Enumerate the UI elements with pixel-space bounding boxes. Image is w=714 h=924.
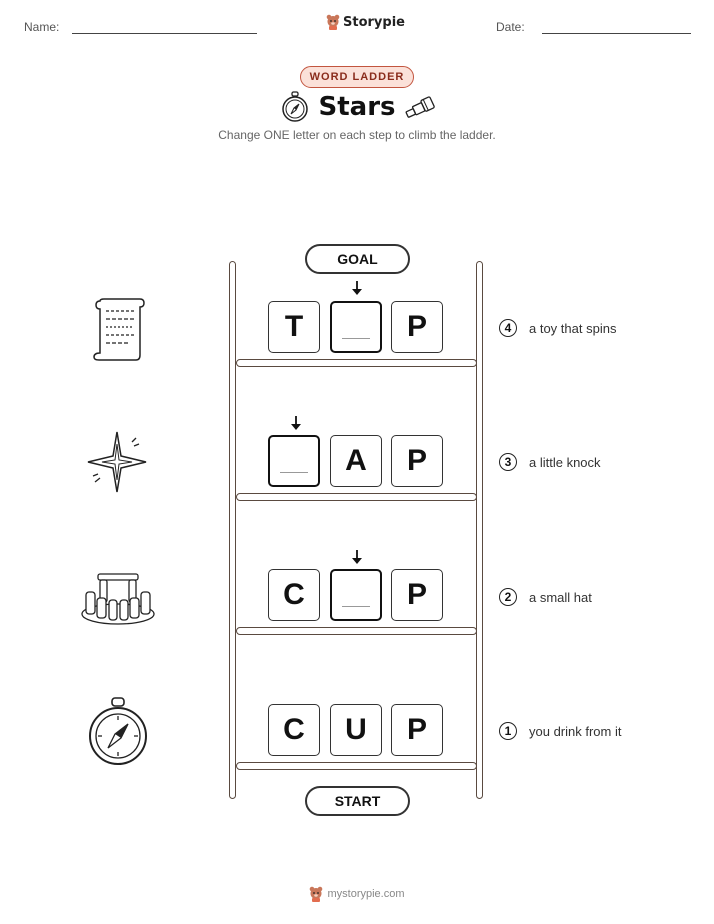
name-line[interactable] xyxy=(72,33,257,34)
ladder-rail-left xyxy=(229,261,236,799)
letter-tile: U xyxy=(330,704,382,756)
letter-tile: P xyxy=(391,704,443,756)
clue-text: a toy that spins xyxy=(529,321,617,336)
instructions: Change ONE letter on each step to climb the ladder. xyxy=(218,128,496,142)
brand-logo xyxy=(326,14,405,30)
date-label: Date: xyxy=(496,20,525,34)
clue-text: a small hat xyxy=(529,590,592,605)
ladder-rung xyxy=(236,627,477,635)
letter-blank-input[interactable] xyxy=(268,435,320,487)
start-label: START xyxy=(305,786,410,816)
letter-tile: C xyxy=(268,569,320,621)
brand-name: Storypie xyxy=(343,14,405,30)
change-arrow-icon xyxy=(349,280,365,301)
scroll-icon xyxy=(90,295,146,366)
clue-text: you drink from it xyxy=(529,724,622,739)
footer xyxy=(309,886,404,902)
goal-label: GOAL xyxy=(305,244,410,274)
letter-tile: T xyxy=(268,301,320,353)
stonehenge-icon xyxy=(80,570,156,631)
letter-blank-input[interactable] xyxy=(330,301,382,353)
step-number: 4 xyxy=(499,319,517,337)
change-arrow-icon xyxy=(349,549,365,570)
star-icon xyxy=(86,430,148,499)
footer-url[interactable]: mystorypie.com xyxy=(327,888,405,900)
ladder-rung xyxy=(236,359,477,367)
clue-text: a little knock xyxy=(529,455,601,470)
letter-tile: C xyxy=(268,704,320,756)
letter-tile: P xyxy=(391,435,443,487)
bear-mascot-icon xyxy=(309,886,323,902)
letter-tile: A xyxy=(330,435,382,487)
letter-blank-input[interactable] xyxy=(330,569,382,621)
bear-mascot-icon xyxy=(326,14,340,30)
compass-icon xyxy=(88,696,148,771)
change-arrow-icon xyxy=(288,415,304,436)
letter-tile: P xyxy=(391,569,443,621)
step-number: 3 xyxy=(499,453,517,471)
letter-tile: P xyxy=(391,301,443,353)
date-line[interactable] xyxy=(542,33,691,34)
worksheet-title: Stars xyxy=(318,92,396,122)
ladder-rail-right xyxy=(476,261,483,799)
name-label: Name: xyxy=(24,20,60,34)
ladder-rung xyxy=(236,762,477,770)
step-number: 2 xyxy=(499,588,517,606)
telescope-icon xyxy=(402,94,436,125)
ladder-rung xyxy=(236,493,477,501)
step-number: 1 xyxy=(499,722,517,740)
worksheet-type-badge: WORD LADDER xyxy=(300,66,415,88)
